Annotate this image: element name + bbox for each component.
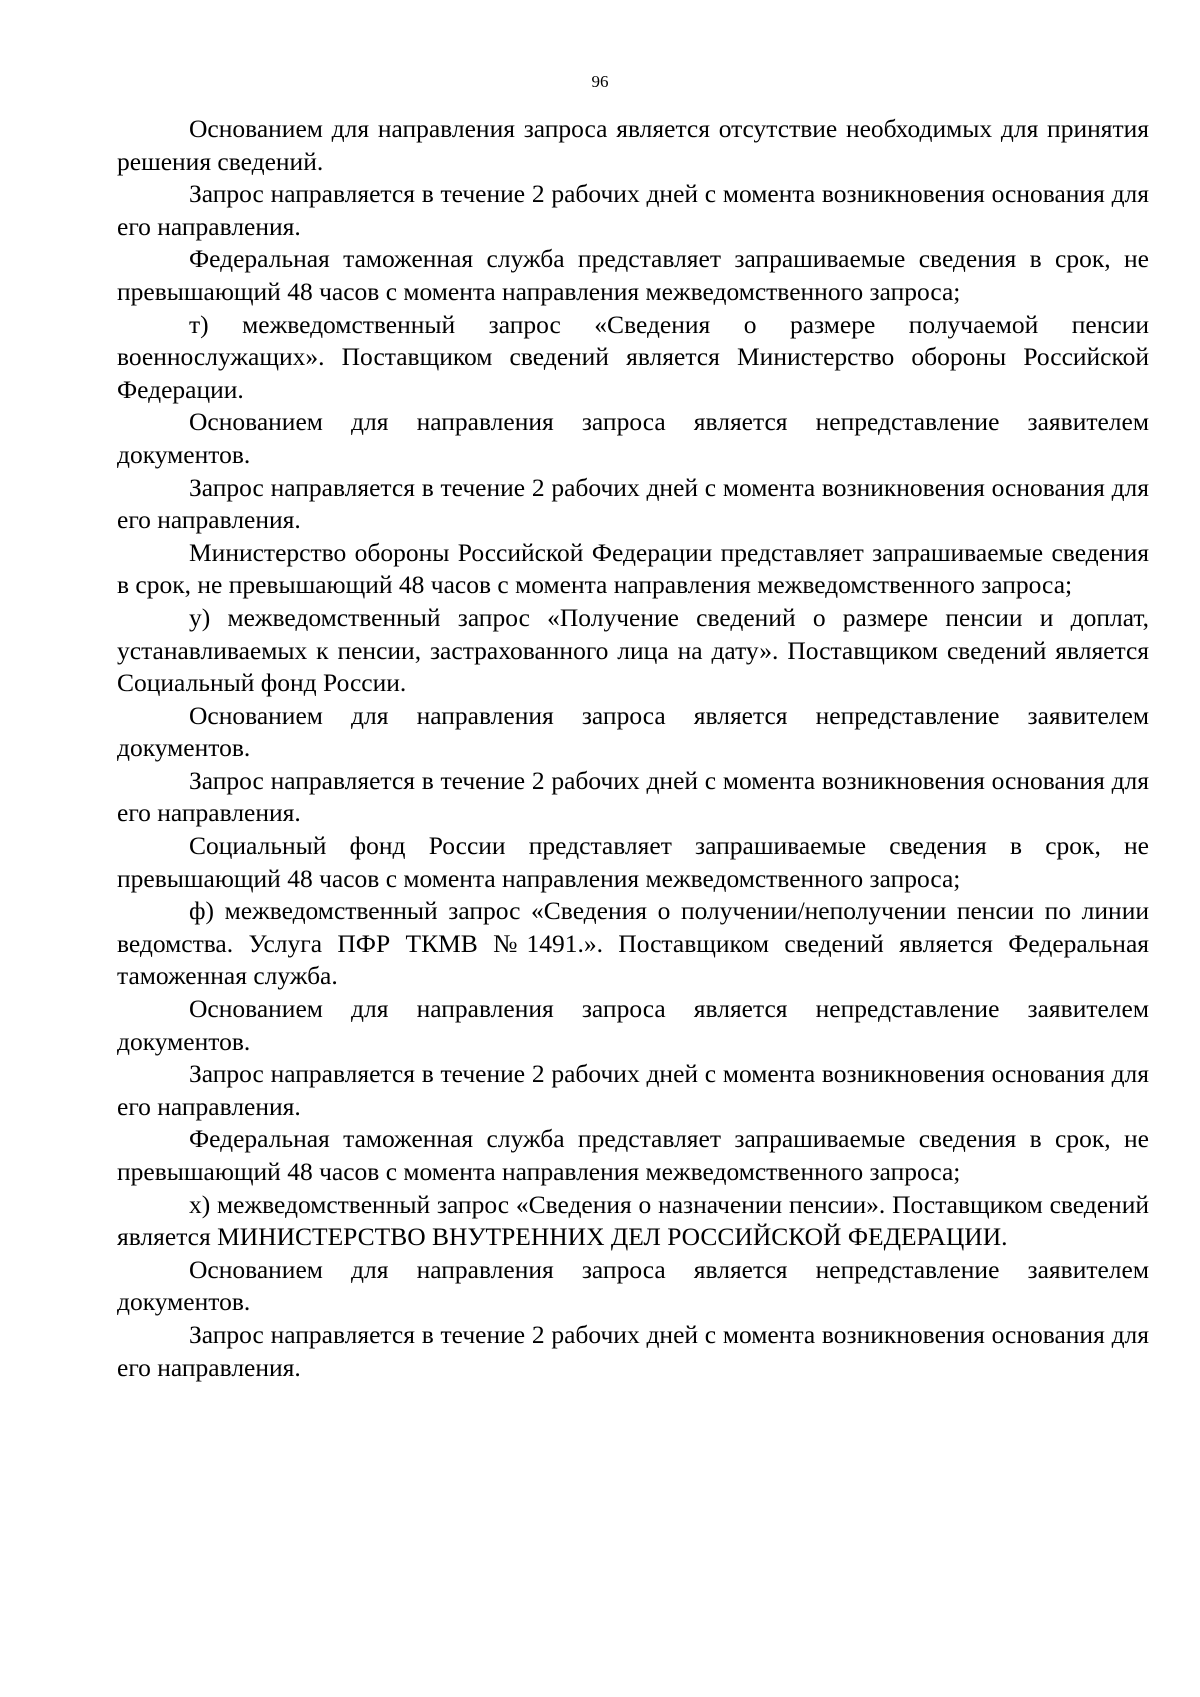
paragraph-item-f: ф) межведомственный запрос «Сведения о получении/неполучении пенсии по линии ведомства. Услуга ПФР ТКМВ №1491.». Поставщиком сведений является Федеральная таможенная служба. (117, 896, 1149, 991)
paragraph-basis-not-submitted: Основанием для направления запроса является непредставление заявителем документов. (117, 994, 1149, 1056)
paragraph-request-deadline: Запрос направляется в течение 2 рабочих дней с момента возникновения основания для его направления. (117, 1059, 1149, 1121)
paragraph-request-deadline: Запрос направляется в течение 2 рабочих дней с момента возникновения основания для его направления. (117, 179, 1149, 241)
paragraph-basis-missing-info: Основанием для направления запроса является отсутствие необходимых для принятия решения сведений. (117, 114, 1149, 176)
paragraph-basis-not-submitted: Основанием для направления запроса является непредставление заявителем документов. (117, 700, 1149, 763)
page-number: 96 (591, 72, 609, 91)
paragraph-fts-response-term: Федеральная таможенная служба представляет запрашиваемые сведения в срок, не превышающий 48 часов с момента направления межведомственного запроса; (117, 1124, 1149, 1186)
paragraph-item-u: у) межведомственный запрос «Получение сведений о размере пенсии и доплат, устанавливаемых к пенсии, застрахованного лица на дату». Поставщиком сведений является Социальный фонд России. (117, 602, 1149, 698)
paragraph-item-kh: х) межведомственный запрос «Сведения о назначении пенсии». Поставщиком сведений является МИНИСТЕРСТВО ВНУТРЕННИХ ДЕЛ РОССИЙСКОЙ ФЕДЕРАЦИИ. (117, 1189, 1149, 1252)
paragraph-sfr-response-term: Социальный фонд России представляет запрашиваемые сведения в срок, не превышающий 48 часов с момента направления межведомственного запроса; (117, 831, 1149, 893)
paragraph-basis-not-submitted: Основанием для направления запроса является непредставление заявителем документов. (117, 1254, 1149, 1317)
paragraph-mod-response-term: Министерство обороны Российской Федерации представляет запрашиваемые сведения в срок, не превышающий 48 часов с момента направления межведомственного запроса; (117, 537, 1149, 600)
paragraph-item-t: т) межведомственный запрос «Сведения о размере получаемой пенсии военнослужащих». Поставщиком сведений является Министерство обороны Российской Федерации. (117, 309, 1149, 404)
paragraph-request-deadline: Запрос направляется в течение 2 рабочих дней с момента возникновения основания для его направления. (117, 1319, 1149, 1382)
document-body (117, 113, 1149, 1384)
paragraph-basis-not-submitted: Основанием для направления запроса является непредставление заявителем документов. (117, 407, 1149, 469)
paragraph-request-deadline: Запрос направляется в течение 2 рабочих дней с момента возникновения основания для его направления. (117, 472, 1149, 535)
paragraph-fts-response-term: Федеральная таможенная служба представляет запрашиваемые сведения в срок, не превышающий 48 часов с момента направления межведомственного запроса; (117, 244, 1149, 306)
paragraph-request-deadline: Запрос направляется в течение 2 рабочих дней с момента возникновения основания для его направления. (117, 765, 1149, 828)
